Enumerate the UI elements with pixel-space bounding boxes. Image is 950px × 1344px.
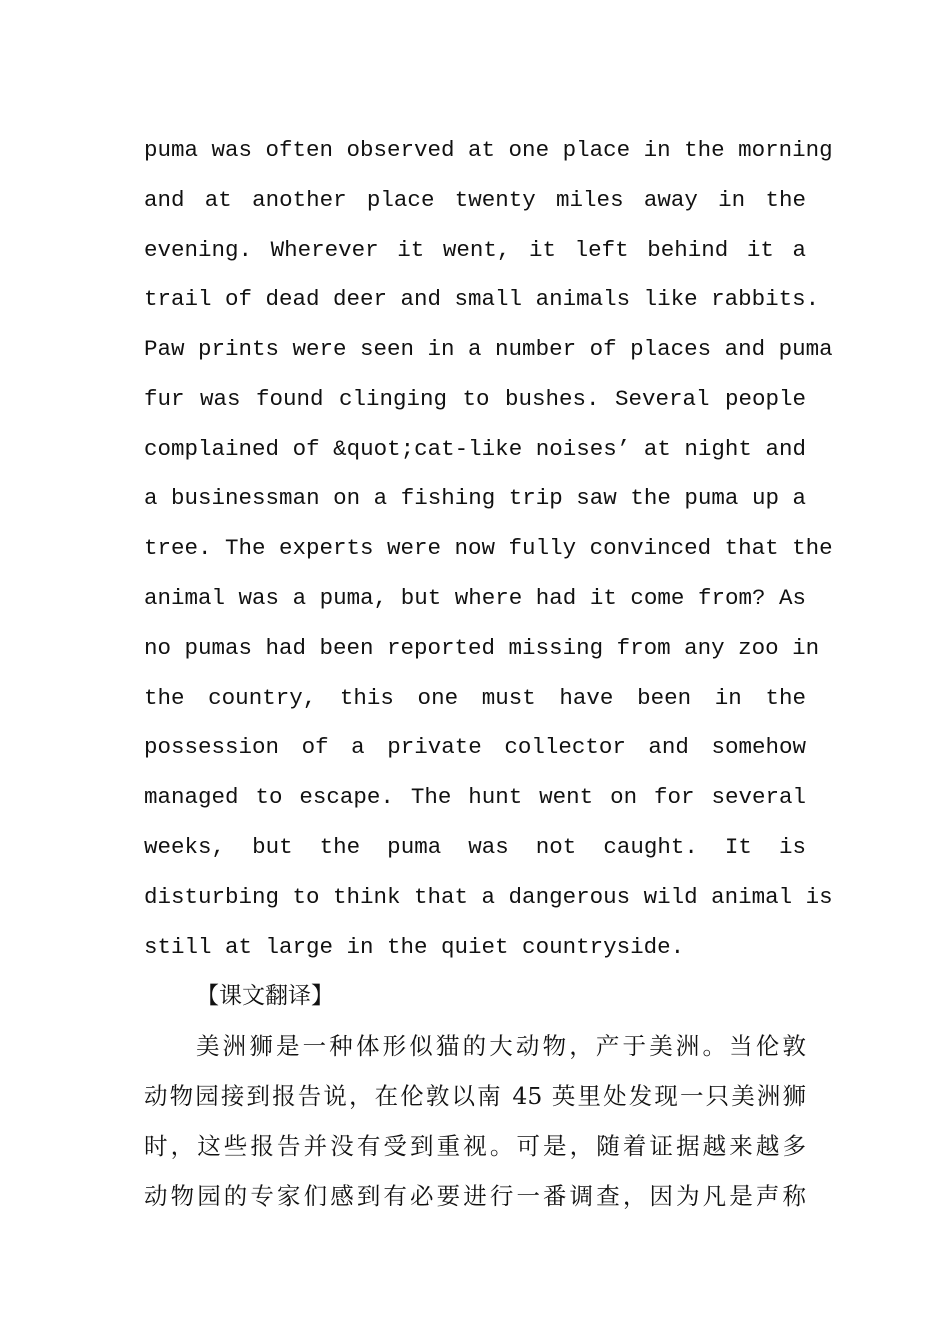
- english-line: weeks, but the puma was not caught. It is: [144, 834, 806, 860]
- english-line: and at another place twenty miles away in the: [144, 187, 806, 213]
- english-line: a businessman on a fishing trip saw the puma up a: [144, 485, 806, 511]
- translation-heading: 【课文翻译】: [196, 983, 334, 1009]
- english-line: complained of &quot;cat-like noises’ at night and: [144, 436, 806, 462]
- english-line: disturbing to think that a dangerous wild animal is: [144, 884, 833, 910]
- english-line: animal was a puma, but where had it come from? As: [144, 585, 806, 611]
- english-line: fur was found clinging to bushes. Several people: [144, 386, 806, 412]
- english-line: the country, this one must have been in the: [144, 685, 806, 711]
- english-line: evening. Wherever it went, it left behind it a: [144, 237, 806, 263]
- english-line: possession of a private collector and somehow: [144, 734, 806, 760]
- chinese-line: 动物园接到报告说，在伦敦以南 45 英里处发现一只美洲狮: [144, 1082, 806, 1110]
- chinese-line: 动物园的专家们感到有必要进行一番调查，因为凡是声称: [144, 1182, 806, 1210]
- english-line: tree. The experts were now fully convinced that the: [144, 535, 833, 561]
- english-line: Paw prints were seen in a number of places and puma: [144, 336, 833, 362]
- english-line: managed to escape. The hunt went on for several: [144, 784, 806, 810]
- english-line: still at large in the quiet countryside.: [144, 934, 685, 960]
- chinese-line: 美洲狮是一种体形似猫的大动物，产于美洲。当伦敦: [196, 1032, 806, 1060]
- chinese-line: 时，这些报告并没有受到重视。可是，随着证据越来越多: [144, 1132, 806, 1160]
- english-line: trail of dead deer and small animals like rabbits.: [144, 286, 820, 312]
- english-line: puma was often observed at one place in the morning: [144, 137, 833, 163]
- english-line: no pumas had been reported missing from any zoo in: [144, 635, 820, 661]
